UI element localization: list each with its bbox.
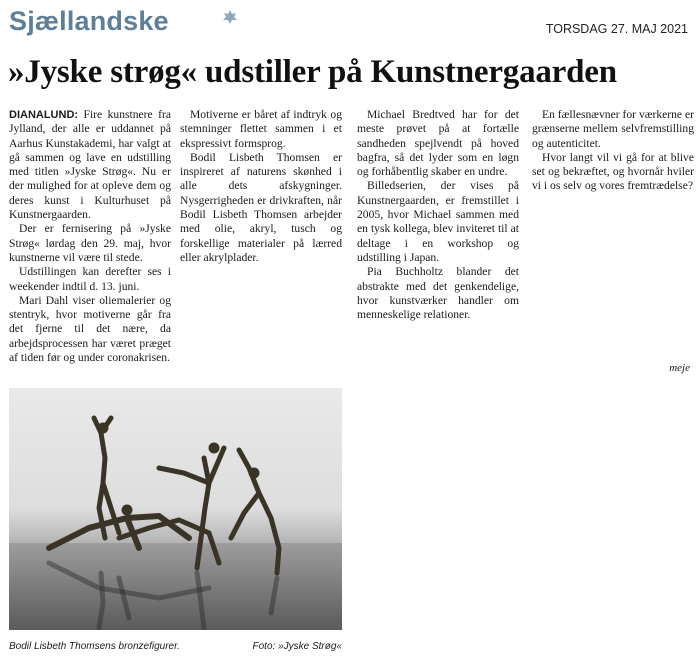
article-paragraph: Billedserien, der vises på Kunstnergaarden, er fremstillet i 2005, hvor Michael sammen med en tysk kollega, blev inviteret til at deltage i en workshop og udstilling i Japan. — [357, 179, 519, 264]
article-headline: »Jyske strøg« udstiller på Kunstnergaarden — [8, 54, 617, 90]
article-paragraph: Udstillingen kan derefter ses i weekender indtil d. 13. juni. — [9, 265, 171, 293]
author-signature: meje — [669, 362, 690, 374]
article-column-4 — [532, 108, 694, 194]
article-column-3 — [357, 108, 519, 322]
article-paragraph: Der er fernisering på »Jyske Strøg« lørdag den 29. maj, hvor kunstnerne vil være til stede. — [9, 222, 171, 264]
article-paragraph: En fællesnævner for værkerne er grænserne mellem selvfremstilling og autenticitet. — [532, 108, 694, 150]
article-paragraph: DIANALUND: Fire kunstnere fra Jylland, der alle er uddannet på Aarhus Kunstakademi, har valgt at gå sammen og lave en udstilling med titlen »Jyske Strøg«. Nu er der mulighed for at opleve dem og deres kunst i Kulturhuset på Kunstnergaarden. — [9, 108, 171, 222]
bronze-figures-illustration — [9, 388, 342, 630]
article-paragraph: Hvor langt vil vi gå for at blive set og bekræftet, og hvornår hviler vi i os selv og vores fremtrædelse? — [532, 150, 694, 193]
newspaper-masthead: Sjællandske — [9, 6, 169, 36]
photo-credit: Foto: »Jyske Strøg« — [252, 641, 342, 652]
photo-caption: Bodil Lisbeth Thomsens bronzefigurer. — [9, 641, 180, 652]
article-paragraph: Pia Buchholtz blander det abstrakte med det genkendelige, hvor kunstværker handler om menneskelige relationer. — [357, 265, 519, 322]
article-paragraph: Mari Dahl viser oliemalerier og stentryk, hvor motiverne går fra det fjerne til det nære, da arbejdsprocessen har været præget af tiden før og under coronakrisen. — [9, 293, 171, 365]
article-kicker: DIANALUND: — [9, 109, 79, 121]
issue-date: TORSDAG 27. MAJ 2021 — [545, 22, 688, 36]
article-paragraph: Michael Bredtved har for det meste prøvet på at fortælle sandheden spejlvendt på hoved bagfra, så det lyder som en løgn og forhåbentlig skaber en undre. — [357, 108, 519, 179]
leaf-logo-icon — [222, 9, 238, 25]
article-column-2 — [180, 108, 342, 265]
article-paragraph: Motiverne er båret af indtryk og stemninger flettet sammen i et ekspressivt formsprog. — [180, 108, 342, 150]
bronze-figures-photo — [9, 388, 342, 630]
article-paragraph: Bodil Lisbeth Thomsen er inspireret af naturens skønhed i alle dets afskygninger. Nysgerrigheden er drivkraften, når Bodil Lisbeth Thomsen arbejder med olie, akryl, tusch og forskellige materialer på lærred eller akrylplader. — [180, 150, 342, 264]
article-column-1 — [9, 108, 171, 365]
